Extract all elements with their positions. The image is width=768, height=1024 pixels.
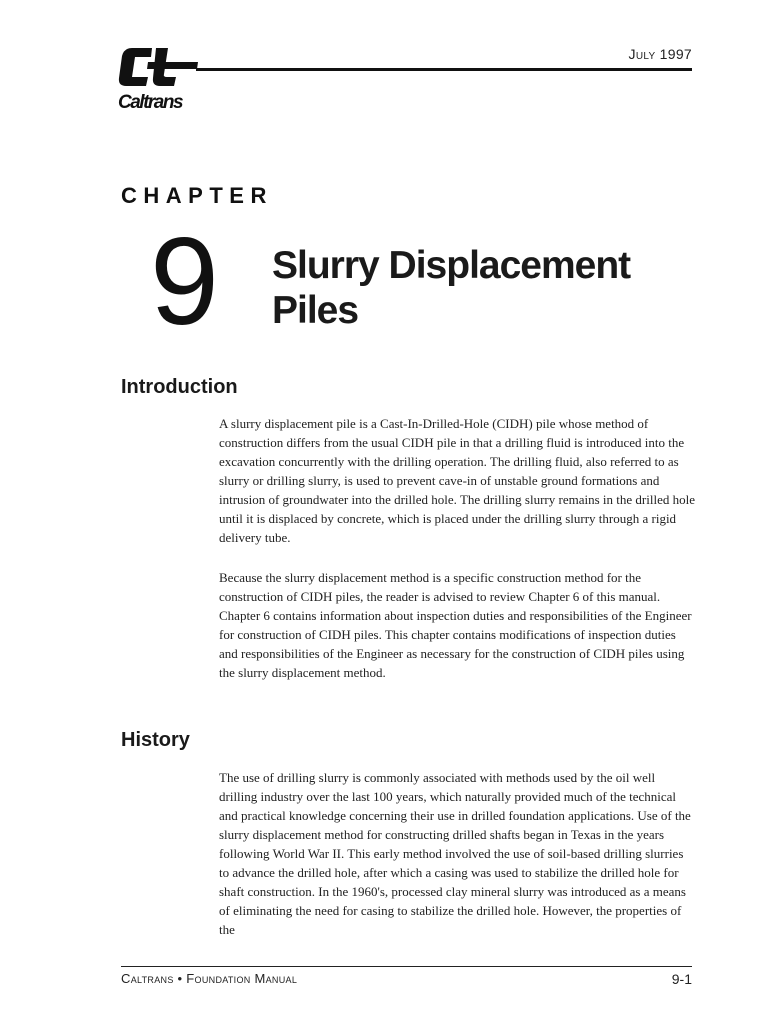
introduction-paragraph-1: A slurry displacement pile is a Cast-In-Drilled-Hole (CIDH) pile whose method of construction differs from the usual CIDH pile in that a drilling fluid is introduced into the excavation concurrently with the drilling operation. The drilling fluid, also referred to as slurry or drilling slurry, is used to prevent cave-in of unstable ground formations and intrusion of groundwater into the drilled hole. The drilling slurry remains in the drilled hole until it is displaced by concrete, which is placed under the drilling slurry through a rigid delivery tube. bbox=[219, 416, 695, 545]
caltrans-logo bbox=[118, 44, 200, 116]
section-heading-history: History bbox=[121, 729, 190, 751]
footer-publication: Caltrans • Foundation Manual bbox=[121, 971, 298, 986]
chapter-number: 9 bbox=[150, 213, 215, 351]
ct-monogram-icon bbox=[118, 44, 200, 90]
chapter-title bbox=[272, 243, 712, 333]
logo-wordmark: Caltrans bbox=[118, 92, 183, 113]
page-number: 9-1 bbox=[671, 971, 692, 987]
chapter-title-line-1: Slurry Displacement bbox=[272, 244, 631, 287]
section-heading-introduction: Introduction bbox=[121, 376, 238, 398]
footer-rule bbox=[121, 966, 692, 967]
chapter-label: CHAPTER bbox=[121, 183, 273, 208]
header-date: July 1997 bbox=[628, 46, 692, 62]
introduction-paragraph-2: Because the slurry displacement method is a specific construction method for the construction of CIDH piles, the reader is advised to review Chapter 6 of this manual. Chapter 6 contains information about inspection duties and responsibilities of the Engineer for construction of CIDH piles. This chapter contains modifications of inspection duties and responsibilities of the Engineer as necessary for the construction of CIDH piles using the slurry displacement method. bbox=[219, 570, 692, 680]
chapter-title-line-2: Piles bbox=[272, 289, 359, 332]
history-paragraph-1: The use of drilling slurry is commonly associated with methods used by the oil well drilling industry over the last 100 years, which naturally provided much of the technical and practical knowledge concerning their use in drilled foundation applications. Use of the slurry displacement method for constructing drilled shafts began in Texas in the years following World War II. This early method involved the use of soil-based drilling slurries to advance the drilled hole, after which a casing was used to stabilize the drilled hole for shaft construction. In the 1960's, processed clay mineral slurry was introduced as a means of eliminating the need for casing to stabilize the drilled hole. However, the properties of the bbox=[219, 770, 691, 937]
header-rule bbox=[196, 68, 692, 71]
